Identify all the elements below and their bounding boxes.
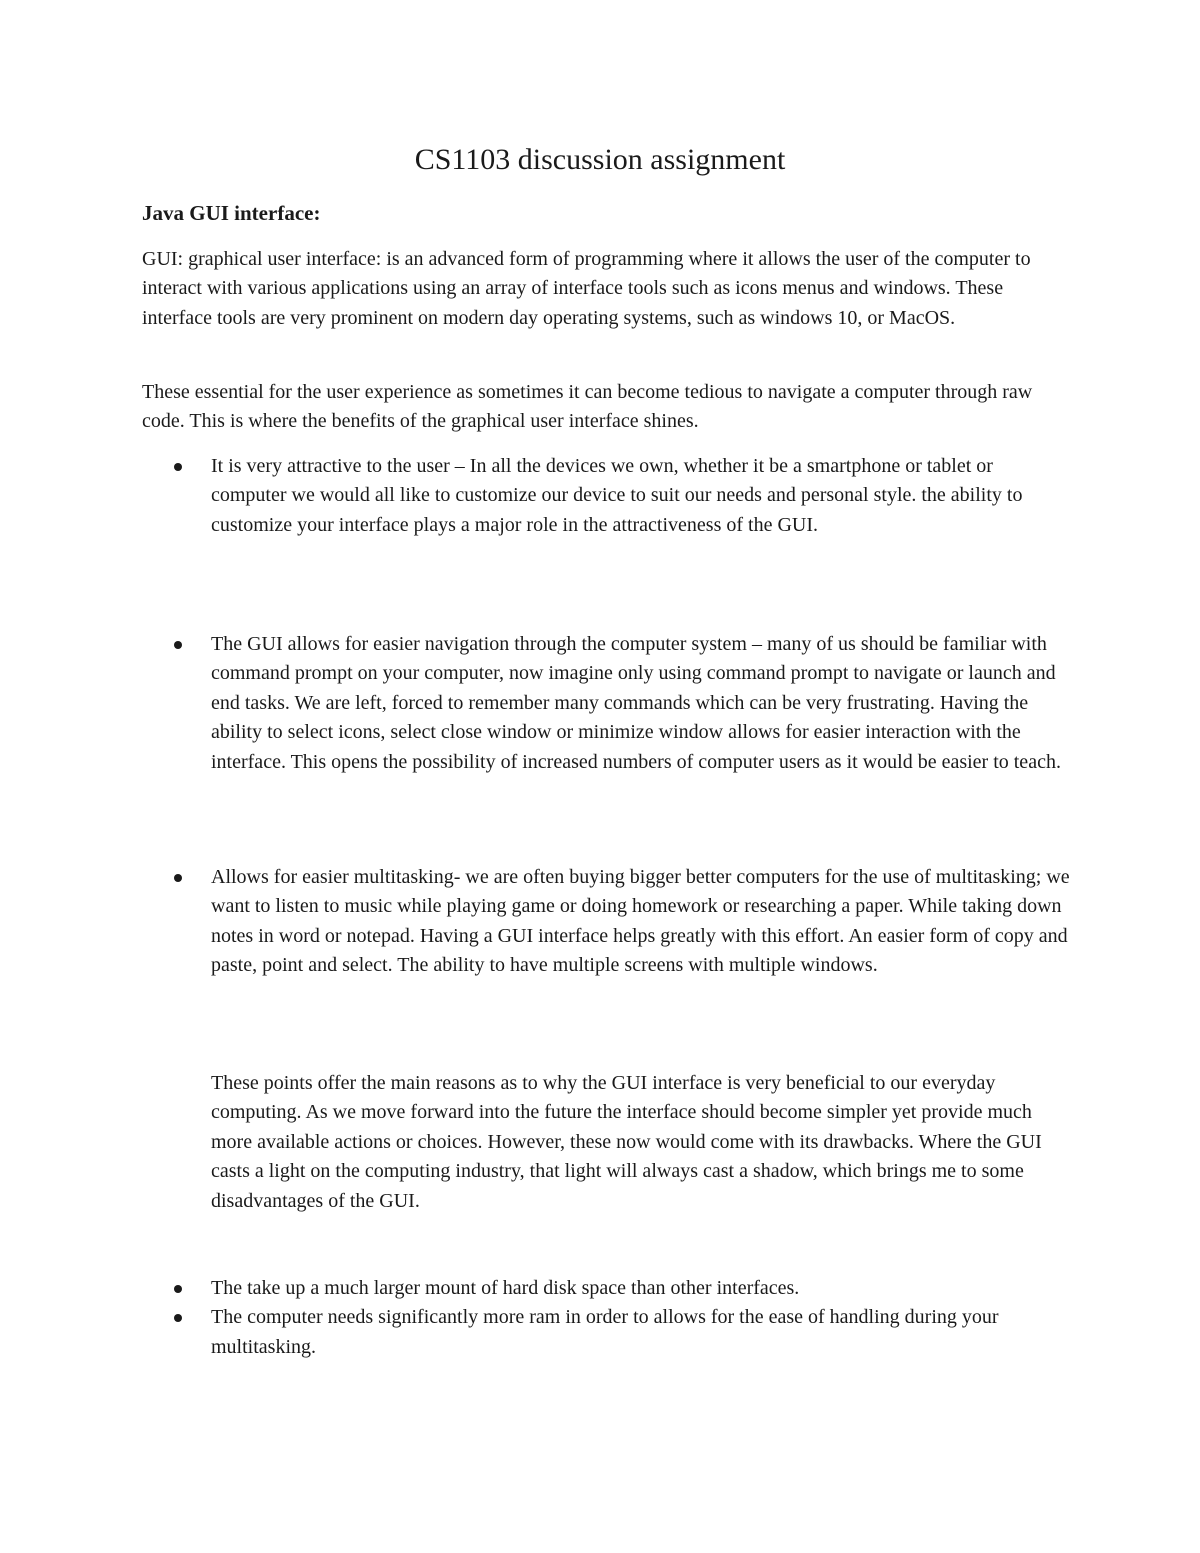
- advantages-list-part-1: [142, 452, 1072, 540]
- document-title: CS1103 discussion assignment: [414, 143, 786, 176]
- conclusion-paragraph: These points offer the main reasons as to why the GUI interface is very beneficial to our everyday computing. As we move forward into the future the interface should become simpler yet provide much more available actions or choices. However, these now would come with its drawbacks. Where the GUI casts a light on the computing industry, that light will always cast a shadow, which brings me to some disadvantages of the GUI.: [211, 1072, 1042, 1212]
- list-item: [142, 1274, 1072, 1303]
- disadvantage-text-2: The computer needs significantly more ram in order to allows for the ease of handling during your multitasking.: [211, 1306, 999, 1358]
- advantages-list-part-3: [142, 863, 1072, 981]
- bullet-icon: [174, 463, 182, 471]
- bullet-icon: [174, 641, 182, 649]
- intro-paragraph: GUI: graphical user interface: is an advanced form of programming where it allows the user of the computer to interact with various applications using an array of interface tools such as icons menus and windows. These interface tools are very prominent on modern day operating systems, such as windows 10, or MacOS.: [142, 248, 1031, 329]
- list-item: [142, 452, 1072, 540]
- disadvantages-list: [142, 1274, 1072, 1362]
- bullet-icon: [174, 874, 182, 882]
- advantage-text-3: Allows for easier multitasking- we are often buying bigger better computers for the use of multitasking; we want to listen to music while playing game or doing homework or researching a paper. While taking down notes in word or notepad. Having a GUI interface helps greatly with this effort. An easier form of copy and paste, point and select. The ability to have multiple screens with multiple windows.: [211, 866, 1070, 977]
- bullet-icon: [174, 1285, 182, 1293]
- list-item: [142, 630, 1072, 777]
- advantage-text-2: The GUI allows for easier navigation through the computer system – many of us should be familiar with command prompt on your computer, now imagine only using command prompt to navigate or launch and end tasks. We are left, forced to remember many commands which can be very frustrating. Having the ability to select icons, select close window or minimize window allows for easier interaction with the interface. This opens the possibility of increased numbers of computer users as it would be easier to teach.: [211, 633, 1061, 773]
- disadvantage-text-1: The take up a much larger mount of hard disk space than other interfaces.: [211, 1277, 800, 1299]
- section-heading: Java GUI interface:: [142, 201, 321, 225]
- advantages-list-part-2: [142, 630, 1072, 777]
- second-paragraph: These essential for the user experience as sometimes it can become tedious to navigate a computer through raw code. This is where the benefits of the graphical user interface shines.: [142, 381, 1033, 433]
- list-item: [142, 863, 1072, 981]
- advantage-text-1: It is very attractive to the user – In all the devices we own, whether it be a smartphone or tablet or computer we would all like to customize our device to suit our needs and personal style. the ability to customize your interface plays a major role in the attractiveness of the GUI.: [211, 455, 1023, 536]
- bullet-icon: [174, 1314, 182, 1322]
- list-item: [142, 1303, 1072, 1362]
